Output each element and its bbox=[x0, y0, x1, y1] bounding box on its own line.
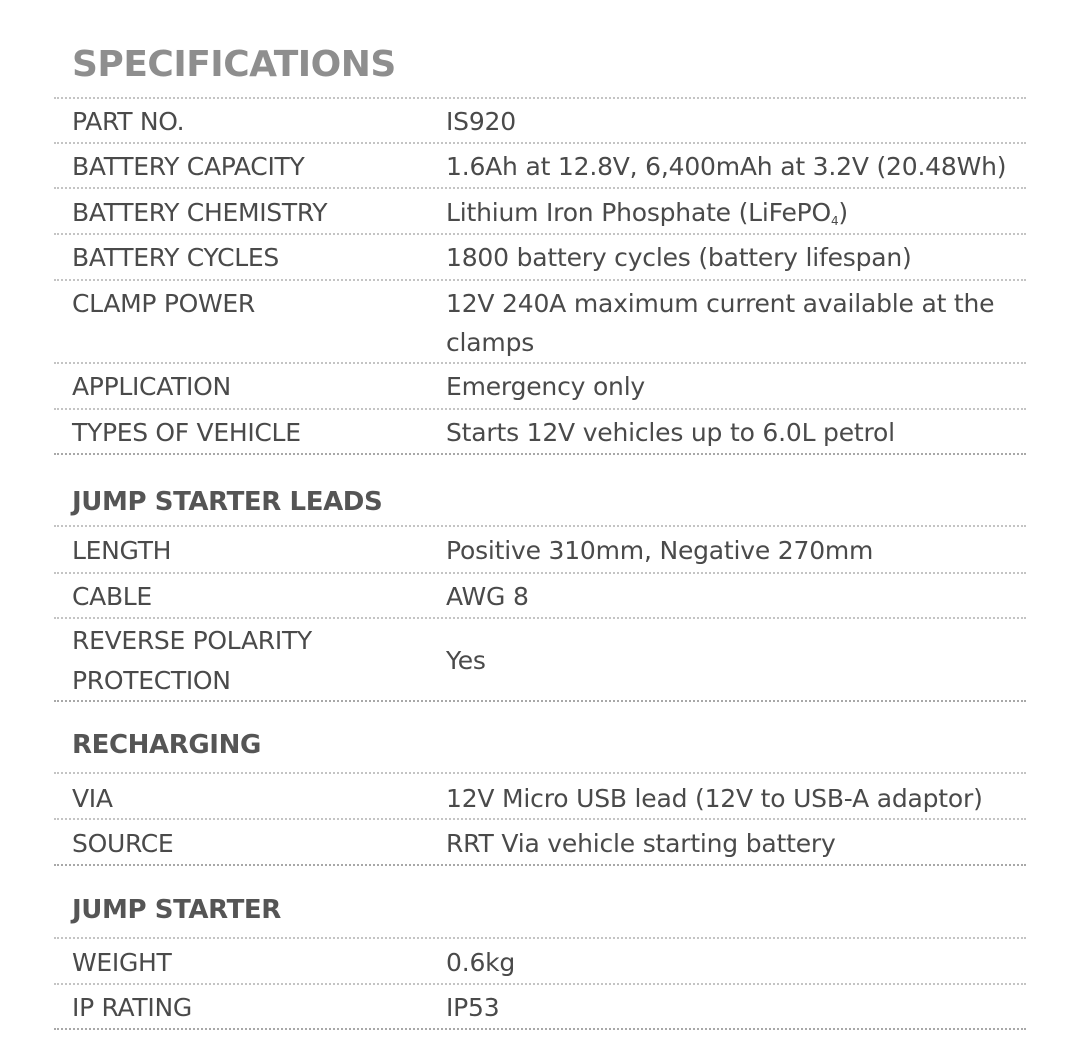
spec-value-weight: 0.6kg bbox=[446, 948, 516, 977]
divider bbox=[54, 983, 1026, 985]
divider bbox=[54, 617, 1026, 619]
chemistry-text: Lithium Iron Phosphate (LiFePO bbox=[446, 198, 831, 227]
spec-value-reverse-polarity: Yes bbox=[446, 646, 486, 675]
spec-value-battery-capacity: 1.6Ah at 12.8V, 6,400mAh at 3.2V (20.48Wh) bbox=[446, 152, 1007, 181]
spec-label-battery-capacity: BATTERY CAPACITY bbox=[72, 152, 305, 181]
divider bbox=[54, 572, 1026, 574]
divider bbox=[54, 279, 1026, 281]
spec-value-types-of-vehicle: Starts 12V vehicles up to 6.0L petrol bbox=[446, 418, 895, 447]
chemistry-subscript: 4 bbox=[830, 214, 839, 228]
spec-label-application: APPLICATION bbox=[72, 372, 231, 401]
section-heading-recharging: RECHARGING bbox=[72, 730, 261, 760]
divider bbox=[54, 525, 1026, 527]
spec-value-clamp-power: 12V 240A maximum current available at the clamps bbox=[446, 289, 995, 357]
divider bbox=[54, 864, 1026, 866]
spec-label-weight: WEIGHT bbox=[72, 948, 172, 977]
divider bbox=[54, 97, 1026, 99]
spec-label-source: SOURCE bbox=[72, 829, 174, 858]
spec-value-part-no: IS920 bbox=[446, 107, 516, 136]
divider bbox=[54, 937, 1026, 939]
page-title: SPECIFICATIONS bbox=[72, 44, 396, 85]
spec-label-types-of-vehicle: TYPES OF VEHICLE bbox=[72, 418, 301, 447]
spec-label-via: VIA bbox=[72, 784, 113, 813]
spec-label-protection: PROTECTION bbox=[72, 666, 231, 695]
spec-label-reverse-polarity: REVERSE POLARITY bbox=[72, 626, 312, 655]
chemistry-close: ) bbox=[838, 198, 848, 227]
spec-value-via: 12V Micro USB lead (12V to USB-A adaptor) bbox=[446, 784, 983, 813]
divider bbox=[54, 700, 1026, 702]
spec-value-length: Positive 310mm, Negative 270mm bbox=[446, 536, 874, 565]
spec-value-source: RRT Via vehicle starting battery bbox=[446, 829, 836, 858]
divider bbox=[54, 772, 1026, 774]
spec-label-cable: CABLE bbox=[72, 582, 152, 611]
section-heading-starter: JUMP STARTER bbox=[72, 895, 281, 925]
divider bbox=[54, 818, 1026, 820]
spec-label-battery-chemistry: BATTERY CHEMISTRY bbox=[72, 198, 328, 227]
divider bbox=[54, 453, 1026, 455]
divider bbox=[54, 1028, 1026, 1030]
spec-label-clamp-power: CLAMP POWER bbox=[72, 289, 255, 318]
spec-label-ip-rating: IP RATING bbox=[72, 993, 192, 1022]
spec-value-application: Emergency only bbox=[446, 372, 646, 401]
spec-label-part-no: PART NO. bbox=[72, 107, 185, 136]
divider bbox=[54, 142, 1026, 144]
divider bbox=[54, 233, 1026, 235]
divider bbox=[54, 362, 1026, 364]
divider bbox=[54, 187, 1026, 189]
divider bbox=[54, 408, 1026, 410]
spec-label-battery-cycles: BATTERY CYCLES bbox=[72, 243, 279, 272]
spec-value-battery-cycles: 1800 battery cycles (battery lifespan) bbox=[446, 243, 912, 272]
spec-label-length: LENGTH bbox=[72, 536, 172, 565]
spec-value-cable: AWG 8 bbox=[446, 582, 529, 611]
section-heading-leads: JUMP STARTER LEADS bbox=[72, 487, 383, 517]
spec-value-ip-rating: IP53 bbox=[446, 993, 500, 1022]
